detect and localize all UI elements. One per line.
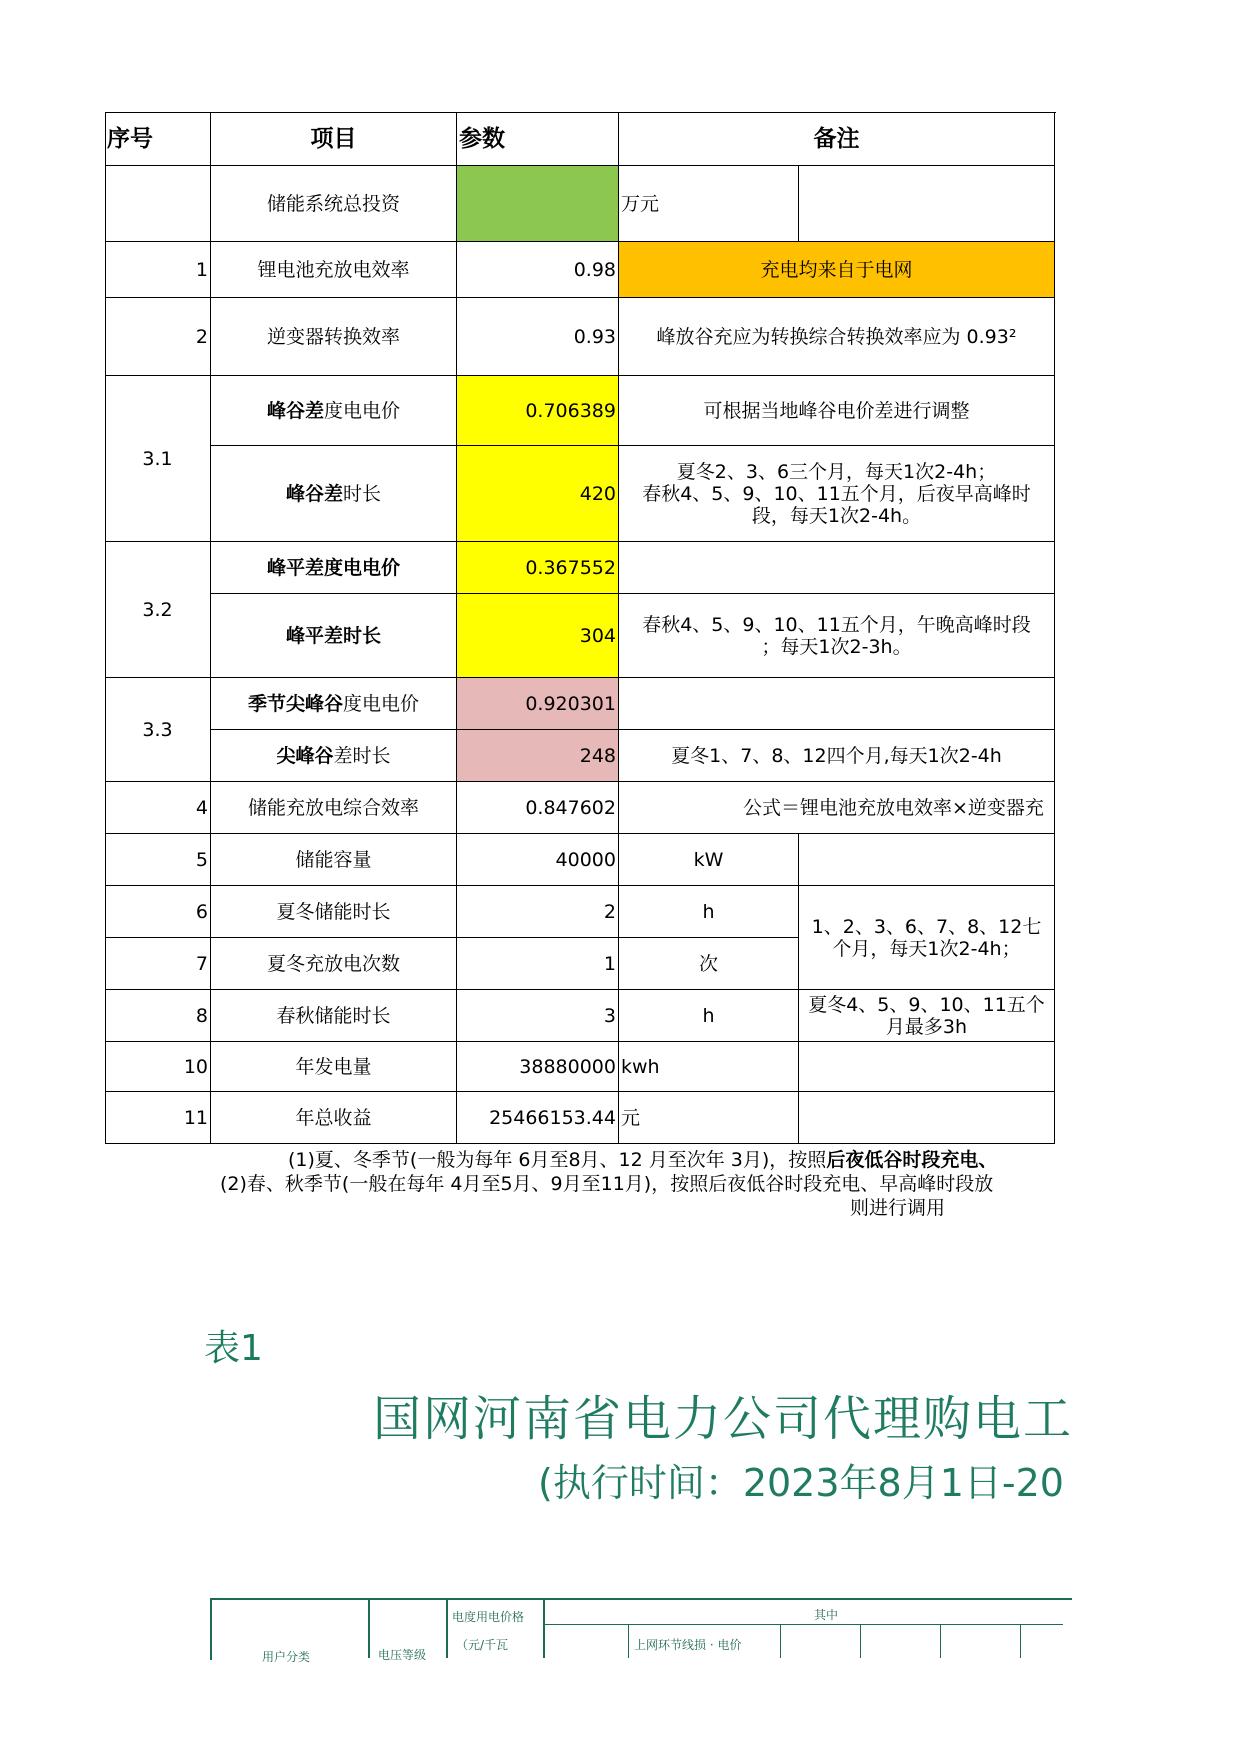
seq-cell: 11 [105, 1092, 211, 1144]
extra-cell [799, 1042, 1055, 1092]
item-cell: 春秋储能时长 [211, 990, 457, 1042]
item-bold-text: 尖峰谷 [276, 744, 334, 767]
remark-cell [619, 446, 1055, 542]
param-cell[interactable]: 420 [457, 446, 619, 542]
param-cell[interactable]: 0.367552 [457, 542, 619, 594]
image-table-header: 电度用电价格 [452, 1610, 525, 1624]
remark-cell: 峰放谷充应为转换综合转换效率应为 0.93² [619, 298, 1055, 376]
remark-line: 夏冬2、3、6三个月，每天1次2-4h； [676, 460, 997, 483]
remark-cell: 夏冬1、7、8、12四个月,每天1次2-4h [619, 730, 1055, 782]
item-cell [211, 376, 457, 446]
item-bold-text: 季节尖峰谷 [247, 692, 343, 715]
image-title: 国网河南省电力公司代理购电工 [373, 1391, 1074, 1447]
remark-cell [619, 678, 1055, 730]
param-cell[interactable]: 0.847602 [457, 782, 619, 834]
param-cell[interactable]: 1 [457, 938, 619, 990]
unit-cell: h [619, 886, 799, 938]
param-cell[interactable]: 248 [457, 730, 619, 782]
remark-cell: 公式＝锂电池充放电效率×逆变器充 [619, 782, 1055, 834]
seq-cell: 2 [105, 298, 211, 376]
param-cell[interactable]: 2 [457, 886, 619, 938]
remark-line: 春秋4、5、9、10、11五个月，午晚高峰时段 [642, 613, 1031, 636]
item-cell: 储能系统总投资 [211, 166, 457, 242]
item-cell: 夏冬充放电次数 [211, 938, 457, 990]
note-line: 月最多3h [885, 1015, 968, 1038]
note-line: 1、2、3、6、7、8、12七 [811, 915, 1042, 938]
item-text: 度电电价 [343, 692, 420, 715]
header-remark: 备注 [619, 112, 1055, 166]
param-cell[interactable]: 3 [457, 990, 619, 1042]
seq-cell: 10 [105, 1042, 211, 1092]
image-table-header: （元/千瓦 [456, 1638, 509, 1652]
remark-line: 段，每天1次2-4h。 [751, 504, 922, 527]
note-line: 夏冬4、5、9、10、11五个 [808, 993, 1045, 1016]
item-text: 度电电价 [324, 399, 401, 422]
extra-cell [799, 834, 1055, 886]
image-table-hline [543, 1624, 1063, 1625]
unit-cell: kW [619, 834, 799, 886]
image-table-header: 电压等级 [378, 1648, 427, 1662]
seq-cell: 3.3 [105, 678, 211, 782]
seq-cell [105, 166, 211, 242]
item-cell [211, 730, 457, 782]
remark-cell [619, 594, 1055, 678]
unit-cell: h [619, 990, 799, 1042]
param-cell[interactable] [457, 166, 619, 242]
image-table-vline [1020, 1624, 1021, 1658]
note-line-3: 则进行调用 [850, 1197, 946, 1219]
seq-cell: 1 [105, 242, 211, 298]
item-cell [211, 678, 457, 730]
extra-cell [799, 166, 1055, 242]
header-item: 项目 [211, 112, 457, 166]
note-cell [799, 990, 1055, 1042]
seq-cell: 3.2 [105, 542, 211, 678]
image-table-header: 用户分类 [262, 1650, 311, 1664]
item-cell: 年发电量 [211, 1042, 457, 1092]
param-cell[interactable]: 304 [457, 594, 619, 678]
item-text: 差时长 [333, 744, 391, 767]
unit-cell: 元 [619, 1092, 799, 1144]
item-cell: 储能充放电综合效率 [211, 782, 457, 834]
param-cell[interactable]: 40000 [457, 834, 619, 886]
item-bold-text: 峰谷差 [266, 399, 324, 422]
unit-cell: kwh [619, 1042, 799, 1092]
image-table-vline [446, 1598, 448, 1658]
header-seq: 序号 [105, 112, 211, 166]
seq-cell: 7 [105, 938, 211, 990]
image-table-vline [860, 1624, 861, 1658]
remark-line: 春秋4、5、9、10、11五个月，后夜早高峰时 [642, 482, 1031, 505]
image-table-vline [628, 1624, 629, 1658]
item-bold-text: 峰谷差 [285, 482, 343, 505]
image-table-header: 上网环节线损 · 电价 [634, 1638, 742, 1652]
header-param: 参数 [457, 112, 619, 166]
item-cell [211, 446, 457, 542]
note-line: 个月，每天1次2-4h； [832, 937, 1021, 960]
remark-cell: 充电均来自于电网 [619, 242, 1055, 298]
param-cell[interactable]: 0.920301 [457, 678, 619, 730]
note-cell [799, 886, 1055, 990]
item-cell: 峰平差度电电价 [211, 542, 457, 594]
seq-cell: 4 [105, 782, 211, 834]
image-table-header: 其中 [814, 1608, 839, 1622]
remark-cell: 可根据当地峰谷电价差进行调整 [619, 376, 1055, 446]
param-cell[interactable]: 38880000 [457, 1042, 619, 1092]
seq-cell: 3.1 [105, 376, 211, 542]
image-table-vline [940, 1624, 941, 1658]
item-cell: 逆变器转换效率 [211, 298, 457, 376]
item-cell: 夏冬储能时长 [211, 886, 457, 938]
remark-line: ；每天1次2-3h。 [761, 635, 912, 658]
note-line-2: (2)春、秋季节(一般在每年 4月至5月、9月至11月)，按照后夜低谷时段充电、早高峰时段放 [220, 1173, 994, 1195]
param-cell[interactable]: 0.706389 [457, 376, 619, 446]
image-table-vline [368, 1598, 370, 1658]
param-cell[interactable]: 0.98 [457, 242, 619, 298]
seq-cell: 5 [105, 834, 211, 886]
item-cell: 年总收益 [211, 1092, 457, 1144]
image-table-vline [543, 1598, 545, 1658]
remark-cell [619, 542, 1055, 594]
image-subtitle: (执行时间：2023年8月1日-20 [538, 1461, 1064, 1505]
image-table-label: 表1 [204, 1328, 263, 1369]
param-cell[interactable]: 25466153.44 [457, 1092, 619, 1144]
image-table-vline [780, 1624, 781, 1658]
note-text: (1)夏、冬季节(一般为每年 6月至8月、12 月至次年 3月)，按照 [288, 1149, 827, 1171]
embedded-price-table-image [0, 1280, 1074, 1664]
seq-cell: 8 [105, 990, 211, 1042]
unit-cell: 万元 [619, 166, 799, 242]
item-cell: 储能容量 [211, 834, 457, 886]
seq-cell: 6 [105, 886, 211, 938]
item-text: 时长 [343, 482, 382, 505]
note-line-1 [288, 1148, 997, 1172]
item-cell: 锂电池充放电效率 [211, 242, 457, 298]
note-bold-text: 后夜低谷时段充电、 [826, 1149, 998, 1171]
unit-cell: 次 [619, 938, 799, 990]
param-cell[interactable]: 0.93 [457, 298, 619, 376]
extra-cell [799, 1092, 1055, 1144]
item-cell: 峰平差时长 [211, 594, 457, 678]
